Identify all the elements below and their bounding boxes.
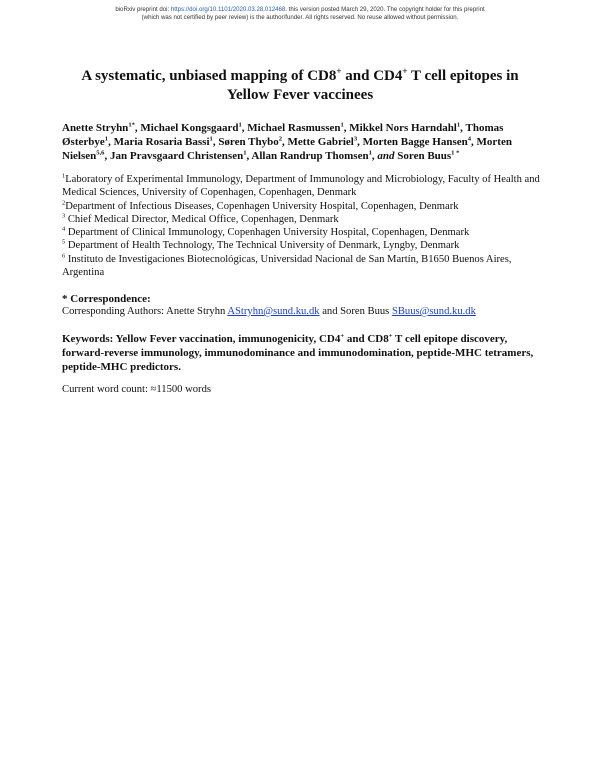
affiliation-list <box>62 173 542 279</box>
author-name: Morten Nielsen <box>62 136 512 162</box>
email-link-stryhn[interactable]: AStryhn@sund.ku.dk <box>227 306 320 317</box>
word-count: Current word count: ≈11500 words <box>62 384 212 395</box>
banner-line2: (which was not certified by peer review) is the author/funder. All rights reserved. No reuse allowed without permission. <box>141 14 459 21</box>
author-affiliation-marker: 1 <box>456 121 461 129</box>
email-link-buus[interactable]: SBuus@sund.ku.dk <box>391 306 476 317</box>
author-name: Maria Rosaria Bassi <box>113 136 210 148</box>
affiliation <box>62 200 542 213</box>
affiliation-text: Department of Infectious Diseases, Copenhagen University Hospital, Copenhagen, Denmark <box>65 200 459 212</box>
author-affiliation-marker: 5,6 <box>96 149 105 157</box>
keywords: Keywords: Yellow Fever vaccination, immunogenicity, CD4+ and CD8+ T cell epitope discovery, forward-reverse immunology, immunodominance and immunodomination, peptide-MHC tetramers, peptide-MHC predictors. <box>62 332 534 373</box>
affiliation-text: Department of Clinical Immunology, Copenhagen University Hospital, Copenhagen, Denmark <box>65 227 470 239</box>
affiliation <box>62 213 542 226</box>
affiliation-number: 6 <box>62 252 66 260</box>
author-name: Anette Stryhn <box>62 122 129 134</box>
correspondence-line: Corresponding Authors: Anette Stryhn AStryhn@sund.ku.dk and Soren Buus SBuus@sund.ku.dk <box>62 306 476 317</box>
banner-suffix: . this version posted March 29, 2020. The copyright holder for this preprint <box>285 6 485 13</box>
affiliation-text: Department of Health Technology, The Technical University of Denmark, Lyngby, Denmark <box>65 240 460 252</box>
affiliation <box>62 173 542 200</box>
doi-link[interactable]: https://doi.org/10.1101/2020.03.28.012468 <box>170 6 286 13</box>
author-affiliation-marker: 1 <box>238 121 242 129</box>
preprint-banner <box>60 6 540 22</box>
author-affiliation-marker: 1 <box>104 135 109 143</box>
banner-prefix: bioRxiv preprint doi: <box>115 6 171 13</box>
author-name: Michael Rasmussen <box>247 122 341 134</box>
correspondence-heading: * Correspondence: <box>62 293 151 305</box>
author-name: Morten Bagge Hansen <box>362 136 468 148</box>
author-name: Jan Pravsgaard Christensen <box>109 150 244 162</box>
affiliation-text: Laboratory of Experimental Immunology, Department of Immunology and Microbiology, Faculty of Health and Medical Sciences, University of Copenhagen, Copenhagen, Denmark <box>62 174 540 199</box>
author-name: Allan Randrup Thomsen <box>251 150 369 162</box>
author-name: Soren Buus <box>397 150 452 162</box>
affiliation-text: Chief Medical Director, Medical Office, Copenhagen, Denmark <box>65 213 339 225</box>
author-affiliation-marker: 4 <box>467 135 472 143</box>
author-affiliation-marker: 1* <box>128 121 135 129</box>
author-name: Søren Thybo <box>218 136 279 148</box>
author-list: Anette Stryhn$^{1*}$, Michael Kongsgaard$^1$, Michael Rasmussen$^1$, Mikkel Nors Harndahl$^1$, Thomas Østerbye$^1$, Maria Rosaria Bassi$^1$, Søren Thybo$^2$, Mette Gabriel$^3$, Morten Bagge Hansen$^4$, Morten Nielsen$^{5,6}$, Jan Pravsgaard Christensen$^1$, Allan Randrup Thomsen$^1$, and Soren Buus$^{1 *}$ <box>62 121 512 162</box>
author-affiliation-marker: 1 <box>243 149 247 157</box>
author-name: Mette Gabriel <box>287 136 354 148</box>
affiliation-number: 4 <box>62 225 66 233</box>
author-affiliation-marker: 1 <box>340 121 344 129</box>
affiliation-number: 5 <box>62 238 66 246</box>
author-name: Michael Kongsgaard <box>140 122 239 134</box>
paper-title: A systematic, unbiased mapping of CD8+ and CD4+ T cell epitopes in Yellow Fever vaccinees <box>81 66 519 103</box>
author-affiliation-marker: 3 <box>353 135 358 143</box>
author-affiliation-marker: 2 <box>278 135 283 143</box>
affiliation-number: 3 <box>62 212 66 220</box>
author-affiliation-marker: 1 <box>209 135 213 143</box>
author-name: Mikkel Nors Harndahl <box>349 122 457 134</box>
affiliation <box>62 226 542 239</box>
authors-and: and <box>377 150 395 162</box>
affiliation-number: 1 <box>62 172 66 180</box>
affiliation-number: 2 <box>62 199 66 207</box>
author-affiliation-marker: 1 * <box>451 149 460 157</box>
author-affiliation-marker: 1 <box>368 149 372 157</box>
affiliation <box>62 253 542 280</box>
affiliation-text: Instituto de Investigaciones Biotecnológicas, Universidad Nacional de San Martín, B1650 Buenos Aires, Argentina <box>62 253 512 279</box>
affiliation <box>62 239 542 252</box>
author-name: Thomas Østerbye <box>62 122 504 148</box>
